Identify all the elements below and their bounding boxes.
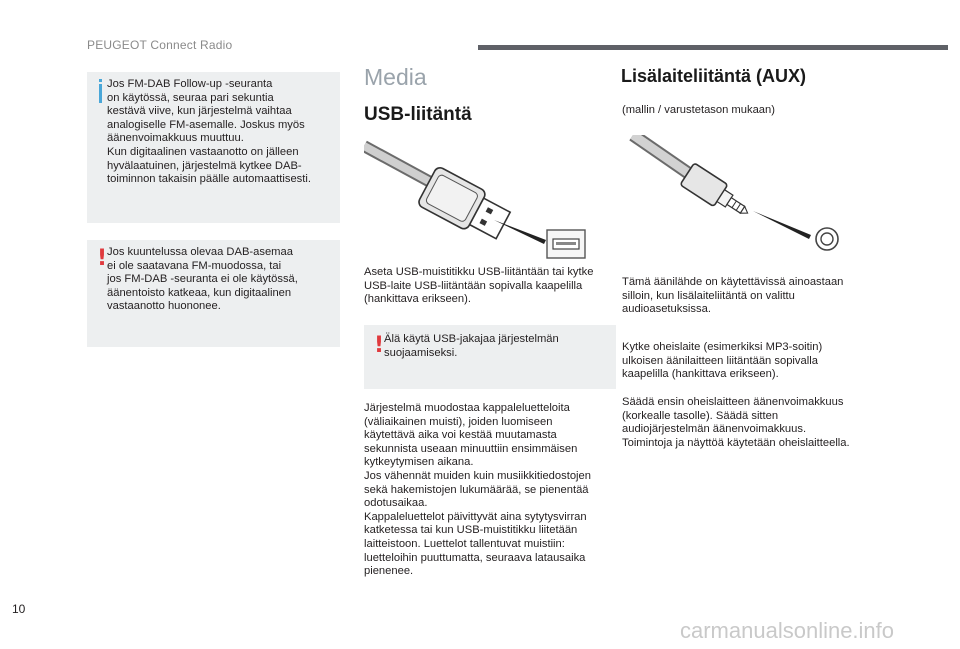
usb-port-icon [547, 230, 585, 258]
info-note-text: Jos FM-DAB Follow-up -seuranta on käytössä, seuraa pari sekuntia kestävä viive, kun järjestelmä vaihtaa analogiselle FM-asemalle. Joskus myös äänenvoimakkuus muuttuu. Kun digitaalinen vastaanotto on jälleen hyvälaatuinen, järjestelmä kytkee DAB- toiminnon takaisin päälle automaattisesti. [107, 78, 311, 186]
usb-hub-warning-text: Älä käytä USB-jakajaa järjestelmän suojaamiseksi. [384, 333, 559, 359]
usb-body-text: Järjestelmä muodostaa kappaleluetteloita (väliaikainen muisti), joiden luomiseen käytettävä aika voi kestää muutamasta sekunnista useaan minuuttiin ensimmäisen kytkeytymisen aikana. Jos vähennät muiden kuin musiikkitiedostojen sekä hakemistojen lukumäärää, se pienentää odotusaikaa. Kappaleluettelot päivittyvät aina sytytysvirran katketessa tai kun USB-muistitikku liitetään laitteistoon. Luettelot tallentuvat muistiin: luetteloihin puuttumatta, seuraava latausaika pienenee. [364, 402, 591, 578]
header-bar [478, 45, 948, 50]
aux-subtitle: (mallin / varustetason mukaan) [622, 104, 775, 116]
header-title: PEUGEOT Connect Radio [87, 38, 233, 52]
aux-title: Lisälaiteliitäntä (AUX) [621, 66, 807, 86]
usb-hub-warning-note [364, 325, 616, 389]
aux-paragraph-2: Kytke oheislaite (esimerkiksi MP3-soitin) ulkoisen äänilaitteen liitäntään sopivalla kaapelilla (hankittava erikseen). [622, 341, 823, 381]
warning-icon: ! [97, 246, 108, 271]
jack-socket-icon [816, 228, 838, 250]
jack-plug-illustration [621, 135, 851, 255]
usb-intro-text: Aseta USB-muistitikku USB-liitäntään tai kytke USB-laite USB-liitäntään sopivalla kaapelilla (hankittava erikseen). [364, 266, 594, 306]
section-title-media: Media [364, 64, 427, 90]
usb-plug-illustration [364, 140, 590, 262]
page-number: 10 [12, 602, 26, 616]
dab-warning-text: Jos kuuntelussa olevaa DAB-asemaa ei ole saatavana FM-muodossa, tai jos FM-DAB -seuranta ei ole käytössä, äänentoisto katkeaa, kun digitaalinen vastaanotto huononee. [107, 246, 298, 313]
info-note [87, 72, 340, 223]
warning-icon: ! [374, 333, 385, 358]
aux-paragraph-3: Säädä ensin oheislaitteen äänenvoimakkuus (korkealle tasolle). Säädä sitten audiojärjestelmän äänenvoimakkuus. Toimintoja ja näyttöä käytetään oheislaitteella. [622, 396, 850, 449]
aux-paragraph-1: Tämä äänilähde on käytettävissä ainoastaan silloin, kun lisälaiteliitäntä on valittu audioasetuksissa. [622, 276, 844, 316]
subsection-title-usb: USB-liitäntä [364, 104, 472, 125]
watermark: carmanualsonline.info [680, 618, 895, 643]
dab-warning-note [87, 240, 340, 347]
